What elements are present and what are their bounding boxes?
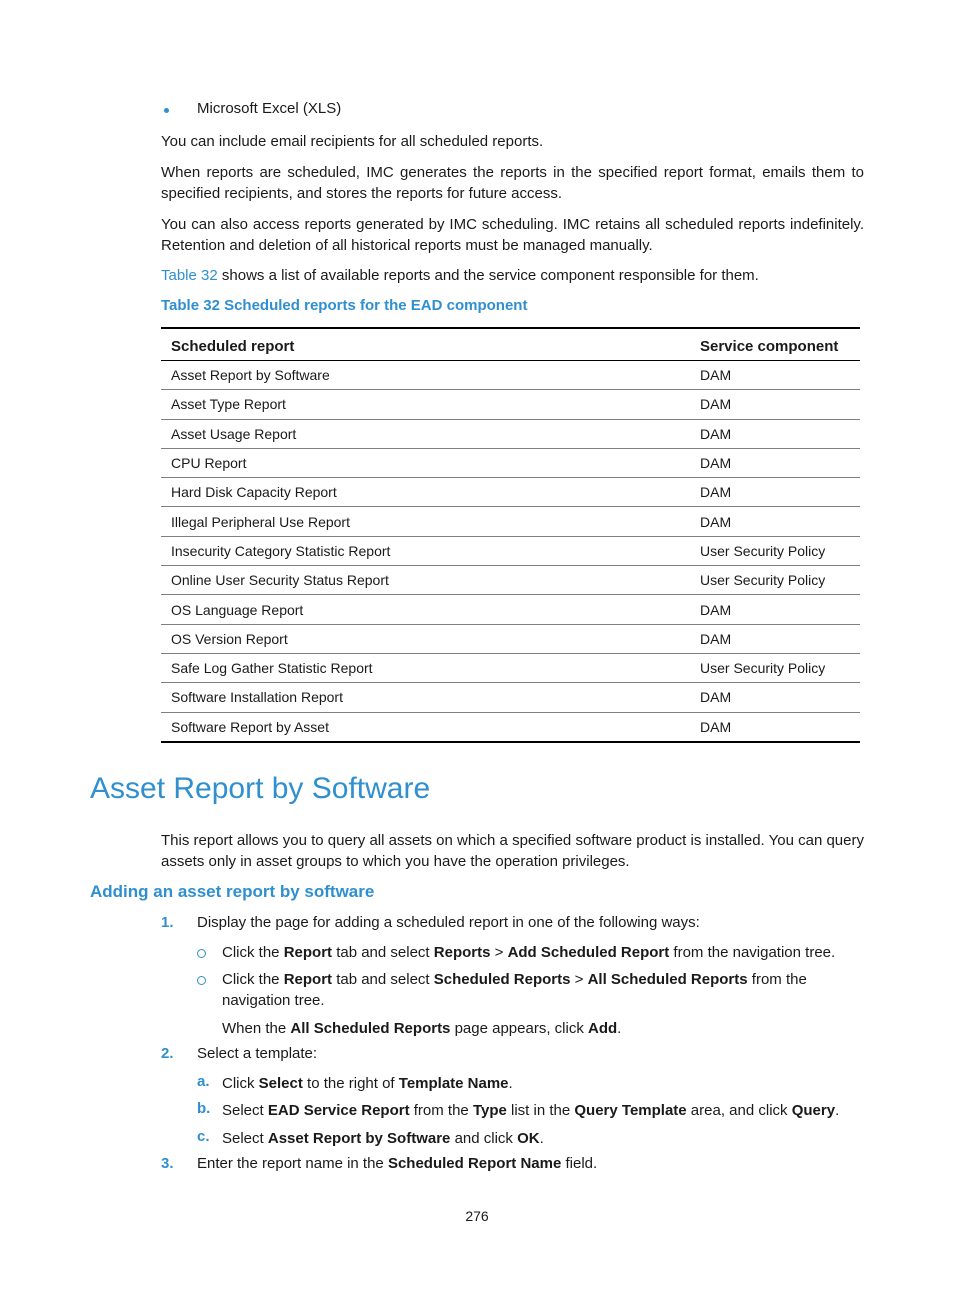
component-cell: DAM <box>700 419 860 448</box>
table-row <box>161 448 860 477</box>
table-row <box>161 478 860 507</box>
report-cell: CPU Report <box>161 448 700 477</box>
table-row <box>161 566 860 595</box>
column-header-service-component: Service component <box>700 328 860 361</box>
table-row <box>161 536 860 565</box>
intro-paragraph-1: You can include email recipients for all scheduled reports. <box>161 133 544 150</box>
bullet-dot-icon <box>164 108 169 113</box>
table-row <box>161 595 860 624</box>
component-cell: DAM <box>700 624 860 653</box>
intro-paragraph-4-text: shows a list of available reports and the service component responsible for them. <box>217 267 759 284</box>
table-row <box>161 683 860 712</box>
report-cell: Insecurity Category Statistic Report <box>161 536 700 565</box>
circle-bullet-icon <box>197 949 206 958</box>
scheduled-reports-table <box>161 327 860 743</box>
table-header-row <box>161 328 860 361</box>
component-cell: User Security Policy <box>700 536 860 565</box>
report-cell: Software Report by Asset <box>161 712 700 742</box>
table-row <box>161 507 860 536</box>
report-cell: Illegal Peripheral Use Report <box>161 507 700 536</box>
report-cell: Online User Security Status Report <box>161 566 700 595</box>
step-text: Select a template: <box>197 1045 318 1062</box>
report-cell: OS Version Report <box>161 624 700 653</box>
report-cell: Hard Disk Capacity Report <box>161 478 700 507</box>
substep-letter: c. <box>197 1128 210 1145</box>
report-cell: Software Installation Report <box>161 683 700 712</box>
component-cell: DAM <box>700 507 860 536</box>
component-cell: DAM <box>700 595 860 624</box>
report-cell: Asset Usage Report <box>161 419 700 448</box>
section-description: This report allows you to query all assets on which a specified software product is installed. You can query assets only in asset groups to which you have the operation privileges. <box>161 832 864 870</box>
step-number: 2. <box>161 1045 174 1062</box>
circle-bullet-icon <box>197 976 206 985</box>
report-cell: OS Language Report <box>161 595 700 624</box>
table-32-link[interactable]: Table 32 <box>161 267 218 284</box>
component-cell: User Security Policy <box>700 653 860 682</box>
report-cell: Safe Log Gather Statistic Report <box>161 653 700 682</box>
substep-text: Click Select to the right of Template Name. <box>222 1075 513 1092</box>
table-row <box>161 653 860 682</box>
step-text: Display the page for adding a scheduled report in one of the following ways: <box>197 914 700 931</box>
component-cell: DAM <box>700 683 860 712</box>
step-number: 1. <box>161 914 174 931</box>
column-header-scheduled-report: Scheduled report <box>161 328 700 361</box>
component-cell: DAM <box>700 478 860 507</box>
substep-letter: b. <box>197 1100 211 1117</box>
step-number: 3. <box>161 1155 174 1172</box>
substep-note: When the All Scheduled Reports page appears, click Add. <box>222 1020 622 1037</box>
table-caption: Table 32 Scheduled reports for the EAD component <box>161 297 528 314</box>
report-cell: Asset Type Report <box>161 390 700 419</box>
substep-text: Select Asset Report by Software and click OK. <box>222 1130 544 1147</box>
page-number: 276 <box>465 1208 489 1224</box>
table-row <box>161 361 860 390</box>
substep-text: Select EAD Service Report from the Type list in the Query Template area, and click Query. <box>222 1102 840 1119</box>
bullet-item: Microsoft Excel (XLS) <box>197 100 342 117</box>
component-cell: DAM <box>700 448 860 477</box>
substep-letter: a. <box>197 1073 210 1090</box>
section-title: Asset Report by Software <box>90 772 431 805</box>
table-row <box>161 419 860 448</box>
step-text: Enter the report name in the Scheduled Report Name field. <box>197 1155 598 1172</box>
component-cell: User Security Policy <box>700 566 860 595</box>
substep-text: Click the Report tab and select Scheduled Reports > All Scheduled Reports from the navigation tree. <box>222 971 807 1009</box>
component-cell: DAM <box>700 367 732 384</box>
component-cell: DAM <box>700 390 860 419</box>
report-cell: Asset Report by Software <box>171 367 330 384</box>
intro-paragraph-2: When reports are scheduled, IMC generates the reports in the specified report format, emails them to specified recipients, and stores the reports for future access. <box>161 164 864 202</box>
table-row <box>161 624 860 653</box>
subsection-title: Adding an asset report by software <box>90 882 375 901</box>
table-row <box>161 390 860 419</box>
intro-paragraph-3: You can also access reports generated by IMC scheduling. IMC retains all scheduled reports indefinitely. Retention and deletion of all historical reports must be managed manually. <box>161 216 864 254</box>
substep-text: Click the Report tab and select Reports > Add Scheduled Report from the navigation tree. <box>222 944 836 961</box>
table-row <box>161 712 860 742</box>
component-cell: DAM <box>700 712 860 742</box>
intro-paragraph-4 <box>161 265 864 286</box>
